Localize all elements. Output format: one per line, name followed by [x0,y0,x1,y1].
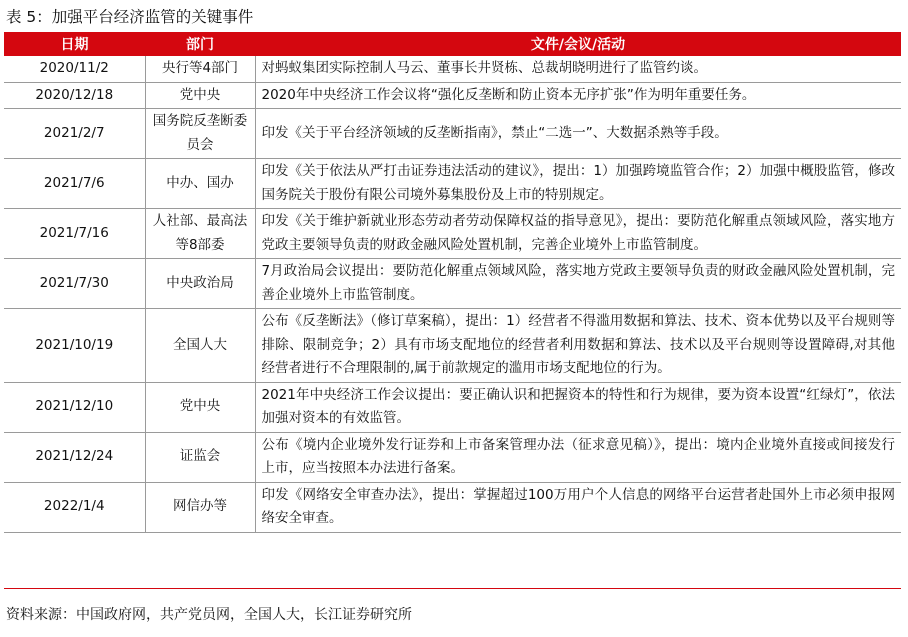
row-text: 对蚂蚁集团实际控制人马云、董事长井贤栋、总裁胡晓明进行了监管约谈。 [255,56,901,82]
source-note: 资料来源：中国政府网，共产党员网，全国人大，长江证券研究所 [6,607,412,623]
row-dept: 国务院反垄断委员会 [145,109,255,159]
row-dept: 中央政治局 [145,259,255,309]
row-text: 印发《关于平台经济领域的反垄断指南》，禁止“二选一”、大数据杀熟等手段。 [255,109,901,159]
table-row [4,382,901,432]
row-text: 印发《关于维护新就业形态劳动者劳动保障权益的指导意见》，提出：要防范化解重点领域风险，落实地方党政主要领导负责的财政金融风险处置机制，完善企业境外上市监管制度。 [255,209,901,259]
table-row [4,432,901,482]
row-date: 2021/7/16 [4,209,145,259]
row-text: 印发《关于依法从严打击证券违法活动的建议》，提出：1）加强跨境监管合作；2）加强中概股监管，修改国务院关于股份有限公司境外募集股份及上市的特别规定。 [255,159,901,209]
row-date: 2021/2/7 [4,109,145,159]
row-dept: 党中央 [145,382,255,432]
row-date: 2021/10/19 [4,309,145,383]
header-doc: 文件/会议/活动 [255,32,901,56]
row-dept: 党中央 [145,82,255,109]
header-date: 日期 [4,32,145,56]
row-text: 2020年中央经济工作会议将“强化反垄断和防止资本无序扩张”作为明年重要任务。 [255,82,901,109]
row-dept: 央行等4部门 [145,56,255,82]
row-date: 2020/12/18 [4,82,145,109]
row-date: 2021/7/30 [4,259,145,309]
row-date: 2022/1/4 [4,482,145,532]
row-dept: 网信办等 [145,482,255,532]
table-row [4,109,901,159]
table-row [4,159,901,209]
row-text: 2021年中央经济工作会议提出：要正确认识和把握资本的特性和行为规律，要为资本设置“红绿灯”，依法加强对资本的有效监管。 [255,382,901,432]
table-row [4,209,901,259]
row-date: 2021/7/6 [4,159,145,209]
row-date: 2020/11/2 [4,56,145,82]
row-text: 印发《网络安全审查办法》，提出：掌握超过100万用户个人信息的网络平台运营者赴国外上市必须申报网络安全审查。 [255,482,901,532]
header-row [4,32,901,56]
row-date: 2021/12/10 [4,382,145,432]
table-row [4,259,901,309]
events-table [4,32,901,533]
row-date: 2021/12/24 [4,432,145,482]
table-row [4,56,901,82]
row-text: 公布《反垄断法》（修订草案稿），提出：1）经营者不得滥用数据和算法、技术、资本优势以及平台规则等排除、限制竞争；2）具有市场支配地位的经营者利用数据和算法、技术以及平台规则等设置障碍,对其他经营者进行不合理限制的,属于前款规定的滥用市场支配地位的行为。 [255,309,901,383]
table-row [4,482,901,532]
row-dept: 全国人大 [145,309,255,383]
table-row [4,82,901,109]
table-row [4,309,901,383]
row-dept: 证监会 [145,432,255,482]
row-dept: 中办、国办 [145,159,255,209]
row-dept: 人社部、最高法等8部委 [145,209,255,259]
row-text: 7月政治局会议提出：要防范化解重点领域风险，落实地方党政主要领导负责的财政金融风险处置机制，完善企业境外上市监管制度。 [255,259,901,309]
table-title: 表 5：加强平台经济监管的关键事件 [6,8,254,26]
header-dept: 部门 [145,32,255,56]
row-text: 公布《境内企业境外发行证券和上市备案管理办法（征求意见稿）》，提出：境内企业境外直接或间接发行上市，应当按照本办法进行备案。 [255,432,901,482]
table-bottom-rule [4,588,901,589]
